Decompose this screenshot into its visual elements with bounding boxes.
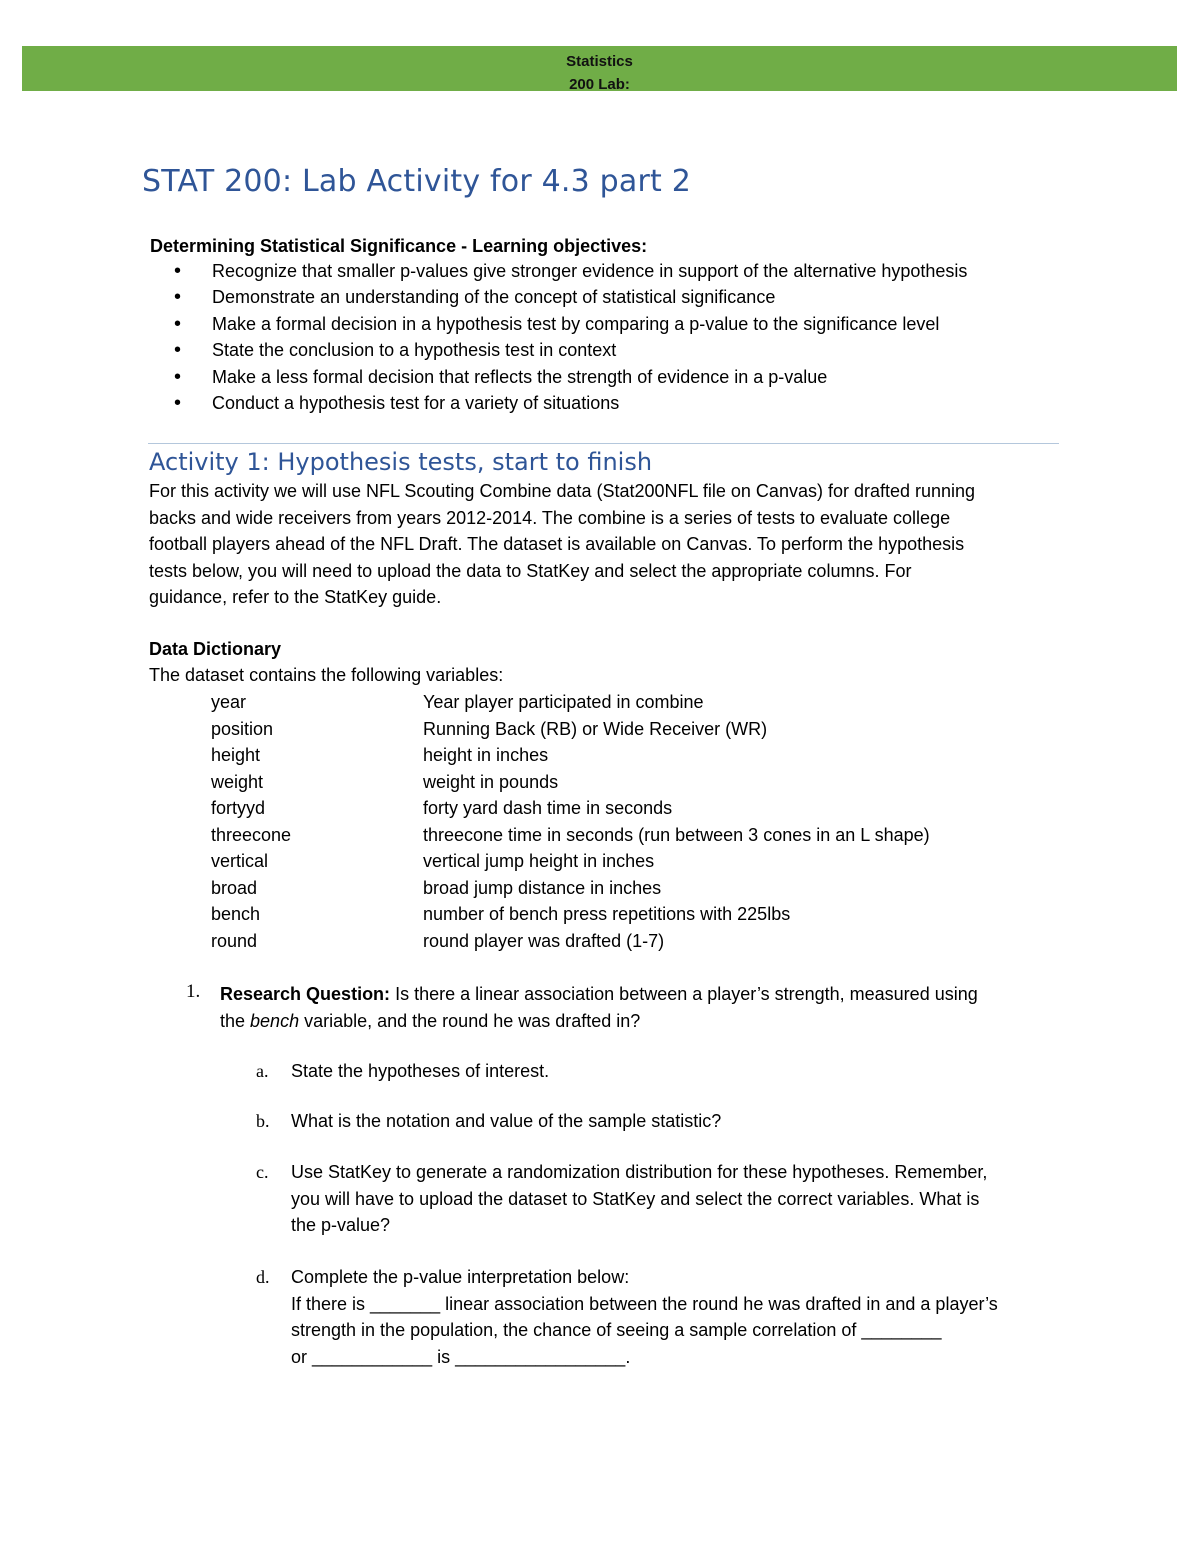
part-line: What is the notation and value of the sample statistic? xyxy=(291,1111,722,1131)
variable-name: fortyyd xyxy=(211,798,266,818)
variable-name: position xyxy=(211,718,274,739)
intro-line: football players ahead of the NFL Draft. The dataset is available on Canvas. To perform the hypothesis xyxy=(149,534,965,554)
part-text xyxy=(291,1058,549,1085)
intro-line: tests below, you will need to upload the data to StatKey and select the appropriate columns. For xyxy=(149,560,912,581)
variable-name: round xyxy=(211,930,258,951)
question-line2-pre: the xyxy=(220,1010,251,1031)
question-text xyxy=(220,981,978,1034)
intro-line: For this activity we will use NFL Scouting Combine data (Stat200NFL file on Canvas) for drafted running xyxy=(149,481,976,501)
document-title: STAT 200: Lab Activity for 4.3 part 2 xyxy=(142,164,691,199)
variable-description: broad jump distance in inches xyxy=(423,877,662,898)
objective-item: • Demonstrate an understanding of the concept of statistical significance xyxy=(150,284,967,310)
variable-description: Running Back (RB) or Wide Receiver (WR) xyxy=(423,718,768,739)
variable-name: weight xyxy=(211,771,264,792)
objective-item: • State the conclusion to a hypothesis test in context xyxy=(150,337,967,363)
header-line-1: Statistics xyxy=(566,53,633,70)
objective-item: • Conduct a hypothesis test for a variety of situations xyxy=(150,390,967,416)
objective-item: • Make a formal decision in a hypothesis test by comparing a p-value to the significance level xyxy=(150,311,967,337)
variable-name: broad xyxy=(211,877,258,898)
variable-description: round player was drafted (1-7) xyxy=(423,930,665,951)
part-line: State the hypotheses of interest. xyxy=(291,1061,550,1081)
activity-intro xyxy=(149,478,1049,611)
part-letter: b. xyxy=(256,1111,270,1131)
part-line: If there is _______ linear association between the round he was drafted in and a player’s xyxy=(291,1293,998,1314)
part-letter: d. xyxy=(256,1267,270,1287)
part-line: Use StatKey to generate a randomization distribution for these hypotheses. Remember, xyxy=(291,1162,988,1182)
intro-line: backs and wide receivers from years 2012-2014. The combine is a series of tests to evaluate college xyxy=(149,507,951,528)
question-label: Research Question: xyxy=(220,984,391,1004)
part-line: strength in the population, the chance of seeing a sample correlation of ________ xyxy=(291,1320,942,1340)
variable-description: height in inches xyxy=(423,745,549,765)
variable-description: weight in pounds xyxy=(423,771,559,792)
part-line: you will have to upload the dataset to StatKey and select the correct variables. What is xyxy=(291,1188,980,1209)
data-dictionary-intro: The dataset contains the following variables: xyxy=(149,665,504,685)
variable-description: Year player participated in combine xyxy=(423,692,704,712)
intro-line: guidance, refer to the StatKey guide. xyxy=(149,587,442,607)
variable-name: bench xyxy=(211,904,261,924)
question-line2-em: bench xyxy=(250,1010,300,1031)
objective-item: • Recognize that smaller p-values give stronger evidence in support of the alternative hypothesis xyxy=(150,258,967,284)
part-line: the p-value? xyxy=(291,1215,391,1235)
part-text xyxy=(291,1108,721,1135)
section-divider xyxy=(148,443,1059,444)
variable-description: threecone time in seconds (run between 3 cones in an L shape) xyxy=(423,824,930,845)
question-number: 1. xyxy=(186,981,201,1002)
part-letter: a. xyxy=(256,1061,269,1081)
variable-name: height xyxy=(211,745,261,765)
question-line2-post: variable, and the round he was drafted in? xyxy=(299,1010,641,1031)
variable-description: forty yard dash time in seconds xyxy=(423,798,673,818)
header-line-2: 200 Lab: xyxy=(569,76,630,91)
part-line: Complete the p-value interpretation below: xyxy=(291,1267,630,1287)
data-dictionary-heading: Data Dictionary xyxy=(149,639,282,659)
part-text xyxy=(291,1264,998,1370)
part-letter: c. xyxy=(256,1162,269,1182)
variable-description: number of bench press repetitions with 225lbs xyxy=(423,904,791,924)
objective-item: • Make a less formal decision that reflects the strength of evidence in a p-value xyxy=(150,364,967,390)
header-band xyxy=(22,46,1177,91)
variable-name: vertical xyxy=(211,851,269,871)
part-line: or ____________ is _________________. xyxy=(291,1346,631,1367)
variable-name: threecone xyxy=(211,824,292,845)
variable-description: vertical jump height in inches xyxy=(423,851,655,871)
objectives-section xyxy=(150,234,967,416)
objectives-heading: Determining Statistical Significance - Learning objectives: xyxy=(150,236,648,256)
activity-title: Activity 1: Hypothesis tests, start to finish xyxy=(149,448,653,476)
variable-name: year xyxy=(211,692,247,712)
question-line1: Is there a linear association between a player’s strength, measured using xyxy=(390,984,978,1004)
part-text xyxy=(291,1159,987,1239)
